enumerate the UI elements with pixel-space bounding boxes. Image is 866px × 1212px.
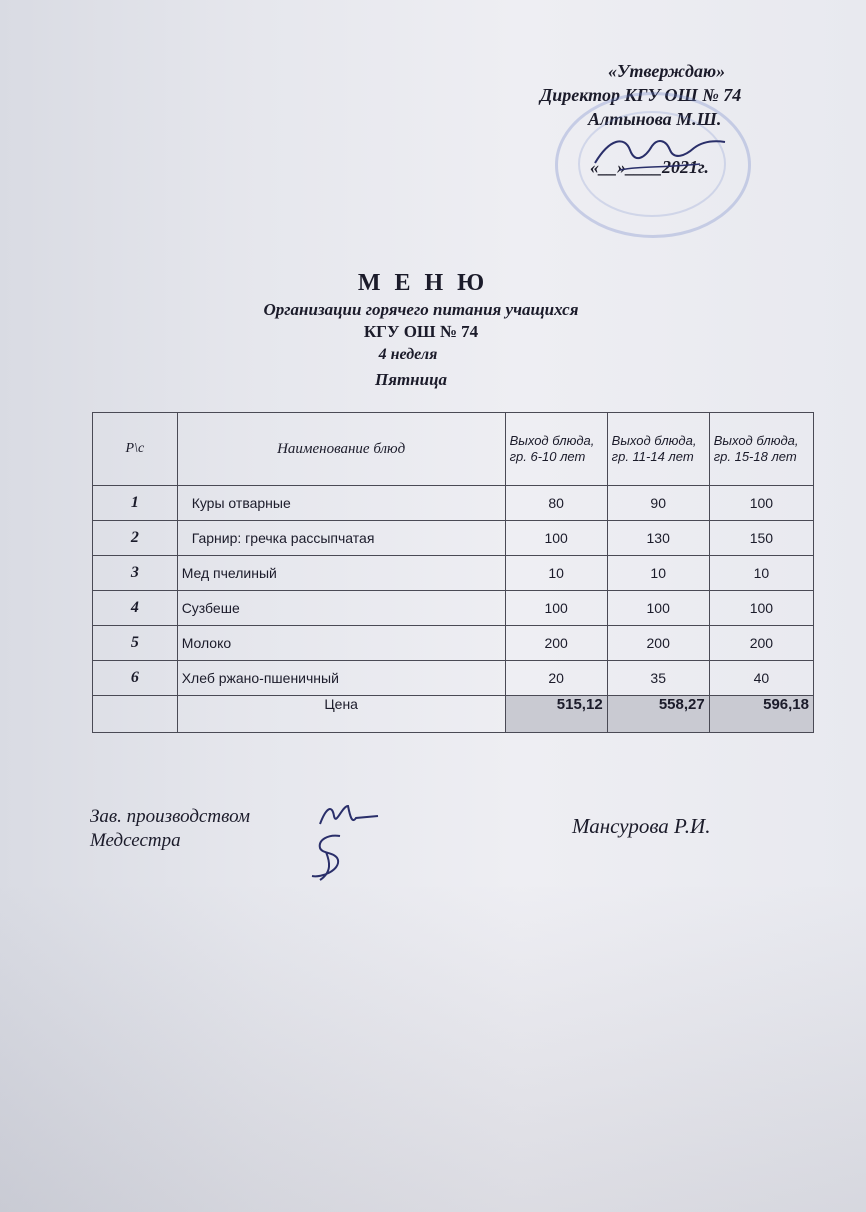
table-row [93, 521, 814, 556]
nurse-label: Медсестра [90, 830, 181, 851]
row-num: 3 [93, 556, 178, 591]
week-label: 4 неделя [378, 346, 438, 363]
approval-director: Директор КГУ ОШ № 74 [540, 85, 742, 105]
row-num: 1 [93, 486, 178, 521]
portion-15-18: 200 [709, 626, 813, 661]
portion-15-18: 150 [709, 521, 813, 556]
price-11-14: 558,27 [607, 696, 709, 733]
portion-11-14: 10 [607, 556, 709, 591]
row-num: 5 [93, 626, 178, 661]
header-age-15-18: Выход блюда, гр. 15-18 лет [709, 413, 813, 486]
price-6-10: 515,12 [505, 696, 607, 733]
dish-name: Мед пчелиный [177, 556, 505, 591]
price-15-18: 596,18 [709, 696, 813, 733]
header-num: Р\с [93, 413, 178, 486]
nurse-signature-icon [300, 832, 356, 882]
portion-11-14: 90 [607, 486, 709, 521]
portion-6-10: 80 [505, 486, 607, 521]
portion-11-14: 35 [607, 661, 709, 696]
portion-11-14: 130 [607, 521, 709, 556]
header-name: Наименование блюд [177, 413, 505, 486]
portion-15-18: 10 [709, 556, 813, 591]
portion-11-14: 100 [607, 591, 709, 626]
menu-table [92, 412, 814, 733]
table-header-row [93, 413, 814, 486]
dish-name: Сузбеше [177, 591, 505, 626]
portion-15-18: 100 [709, 486, 813, 521]
director-signature-icon [590, 128, 730, 178]
header-age-11-14: Выход блюда, гр. 11-14 лет [607, 413, 709, 486]
table-row [93, 661, 814, 696]
header-age-6-10: Выход блюда, гр. 6-10 лет [505, 413, 607, 486]
production-signature-icon [316, 798, 382, 832]
portion-6-10: 100 [505, 591, 607, 626]
price-row [93, 696, 814, 733]
table-row [93, 591, 814, 626]
approval-director-name: Алтынова М.Ш. [588, 109, 722, 129]
portion-11-14: 200 [607, 626, 709, 661]
responsible-name: Мансурова Р.И. [572, 814, 711, 838]
approval-label: «Утверждаю» [608, 61, 726, 81]
row-num: 6 [93, 661, 178, 696]
menu-subtitle: Организации горячего питания учащихся [263, 300, 579, 319]
portion-6-10: 100 [505, 521, 607, 556]
price-empty-cell [93, 696, 178, 733]
portion-6-10: 200 [505, 626, 607, 661]
portion-6-10: 20 [505, 661, 607, 696]
portion-15-18: 40 [709, 661, 813, 696]
portion-6-10: 10 [505, 556, 607, 591]
production-manager-label: Зав. производством [90, 806, 250, 827]
portion-15-18: 100 [709, 591, 813, 626]
approval-date: «__»____2021г. [590, 157, 709, 177]
table-row [93, 556, 814, 591]
table-row [93, 486, 814, 521]
dish-name: Молоко [177, 626, 505, 661]
row-num: 2 [93, 521, 178, 556]
page-shadow [0, 880, 866, 1212]
day-label: Пятница [374, 370, 448, 389]
menu-title: М Е Н Ю [357, 270, 489, 296]
dish-name: Хлеб ржано-пшеничный [177, 661, 505, 696]
school-name: КГУ ОШ № 74 [363, 322, 479, 341]
price-label: Цена [177, 696, 505, 733]
dish-name: Куры отварные [177, 486, 505, 521]
row-num: 4 [93, 591, 178, 626]
table-row [93, 626, 814, 661]
dish-name: Гарнир: гречка рассыпчатая [177, 521, 505, 556]
